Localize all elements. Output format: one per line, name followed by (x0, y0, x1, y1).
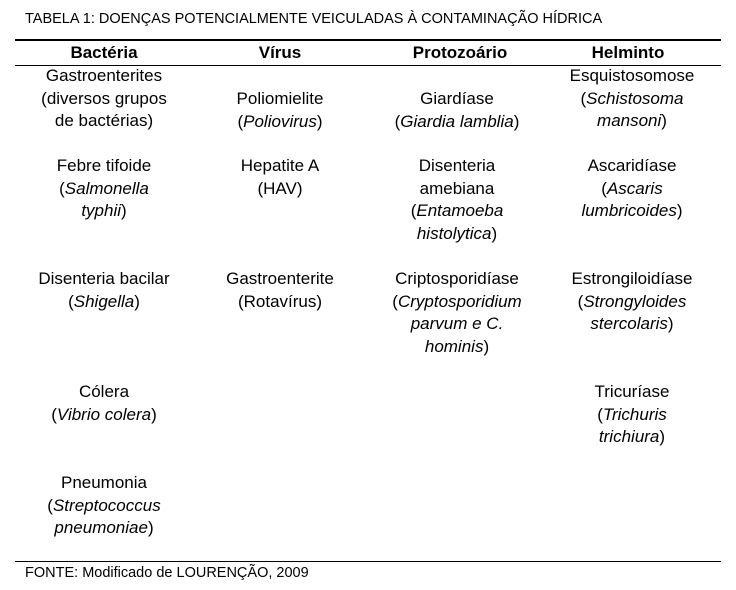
bacteria-cell-gastroenterites: Gastroenterites (diversos grupos de bactérias) (41, 66, 167, 131)
header-bacteria: Bactéria (70, 43, 138, 62)
virus-cell-poliomielite: Poliomielite (Poliovirus) (236, 89, 324, 131)
header-protozoa: Protozoário (412, 43, 508, 62)
table-top-rule (15, 39, 721, 41)
protozoa-cell-criptosporidiase: Criptosporidíase (Cryptosporidium parvum e C. hominis) (392, 269, 522, 356)
protozoa-cell-disenteria-amebiana: Disenteria amebiana (Entamoeba histolytica) (410, 156, 504, 243)
helminth-cell-esquistosomose: Esquistosomose (Schistosoma mansoni) (569, 66, 695, 131)
bacteria-cell-disenteria-bacilar: Disenteria bacilar (Shigella) (38, 269, 170, 311)
helminth-cell-ascaridiase: Ascaridíase (Ascaris lumbricoides) (581, 156, 683, 221)
bacteria-cell-pneumonia: Pneumonia (Streptococcus pneumoniae) (47, 473, 161, 538)
header-helminth: Helminto (591, 43, 665, 62)
table-caption: TABELA 1: DOENÇAS POTENCIALMENTE VEICULADAS À CONTAMINAÇÃO HÍDRICA (25, 11, 603, 27)
bacteria-cell-colera: Cólera (Vibrio colera) (51, 382, 157, 424)
header-virus: Vírus (258, 43, 302, 62)
protozoa-cell-giardiase: Giardíase (Giardia lamblia) (394, 89, 520, 131)
bacteria-cell-febre-tifoide: Febre tifoide (Salmonella typhii) (56, 156, 152, 221)
helminth-cell-tricuriase: Tricuríase (Trichuris trichiura) (594, 382, 670, 447)
virus-cell-hepatite-a: Hepatite A (HAV) (240, 156, 320, 198)
table-source: FONTE: Modificado de LOURENÇÃO, 2009 (25, 565, 309, 581)
virus-cell-gastroenterite: Gastroenterite (Rotavírus) (226, 269, 334, 311)
helminth-cell-estrongiloidiase: Estrongiloidíase (Strongyloides stercolaris) (571, 269, 693, 334)
table-bottom-rule (15, 561, 721, 562)
